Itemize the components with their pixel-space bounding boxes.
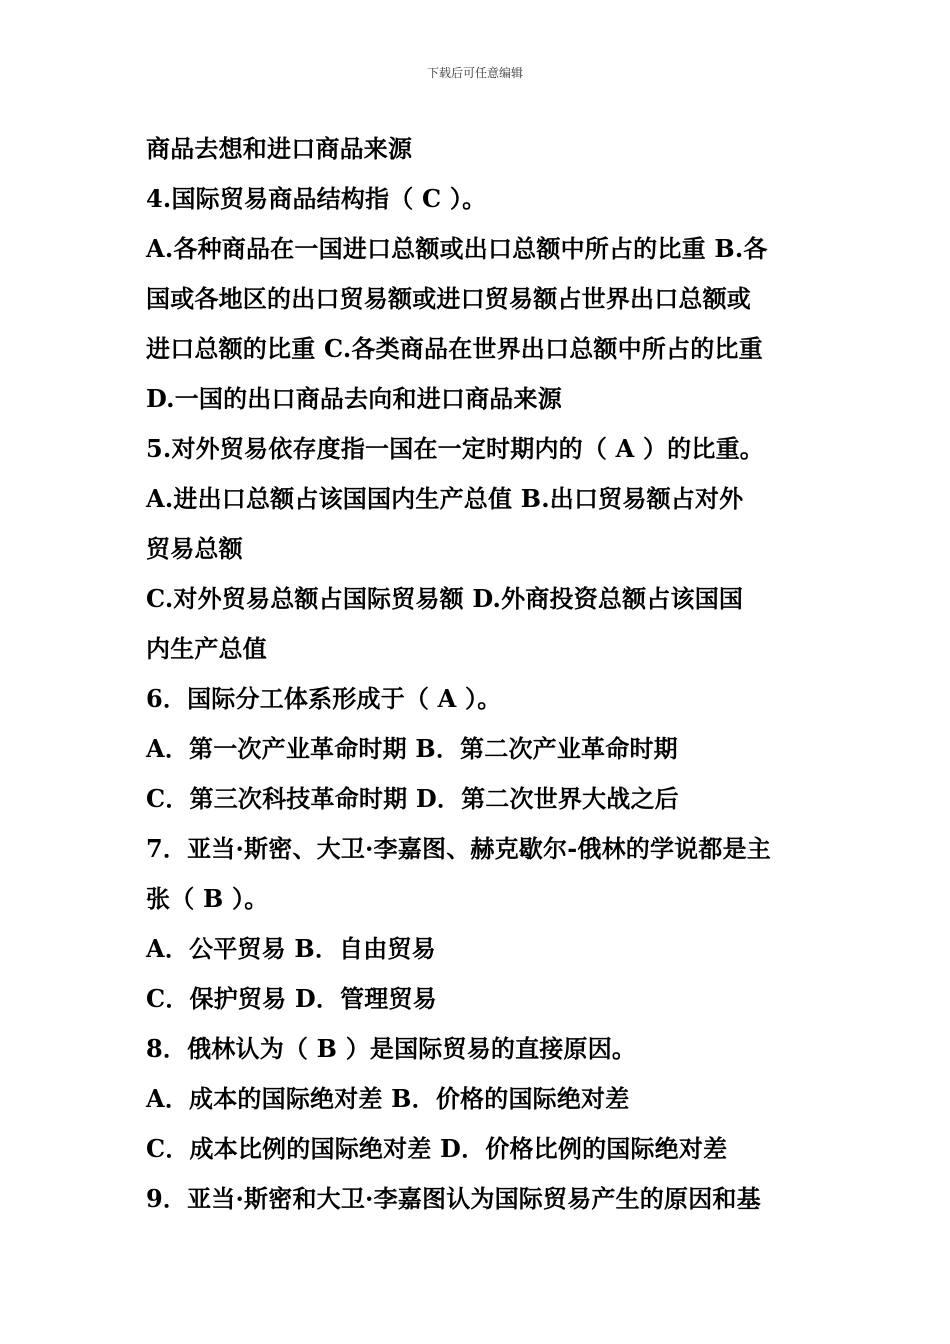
text-line: 内生产总值 bbox=[146, 634, 267, 663]
question-5-line: 5.对外贸易依存度指一国在一定时期内的（ A ）的比重。 bbox=[146, 434, 764, 463]
text-line: 张（ B ）。 bbox=[146, 884, 269, 913]
question-6-line: 6．国际分工体系形成于（ A ）。 bbox=[146, 684, 502, 713]
page-header-note: 下载后可任意编辑 bbox=[426, 66, 523, 80]
question-8-line: 8．俄林认为（ B ）是国际贸易的直接原因。 bbox=[146, 1034, 637, 1063]
text-line: A．第一次产业革命时期 B．第二次产业革命时期 bbox=[146, 734, 678, 763]
question-4-line: 4.国际贸易商品结构指（ C ）。 bbox=[146, 184, 487, 213]
text-line: 进口总额的比重 C.各类商品在世界出口总额中所占的比重 bbox=[146, 334, 763, 363]
text-line: A．公平贸易 B．自由贸易 bbox=[146, 934, 436, 963]
text-line: 贸易总额 bbox=[146, 534, 243, 563]
text-line: D.一国的出口商品去向和进口商品来源 bbox=[146, 384, 562, 413]
text-line: A.各种商品在一国进口总额或出口总额中所占的比重 B.各 bbox=[146, 234, 768, 263]
text-line: 商品去想和进口商品来源 bbox=[146, 134, 413, 163]
text-line: C.对外贸易总额占国际贸易额 D.外商投资总额占该国国 bbox=[146, 584, 744, 613]
question-7-line: 7．亚当·斯密、大卫·李嘉图、赫克歇尔-俄林的学说都是主 bbox=[146, 834, 771, 863]
text-line: C．第三次科技革命时期 D．第二次世界大战之后 bbox=[146, 784, 679, 813]
text-line: 国或各地区的出口贸易额或进口贸易额占世界出口总额或 bbox=[146, 284, 751, 313]
text-line: C．保护贸易 D．管理贸易 bbox=[146, 984, 437, 1013]
question-9-line: 9．亚当·斯密和大卫·李嘉图认为国际贸易产生的原因和基 bbox=[146, 1184, 761, 1213]
document-body bbox=[146, 124, 816, 1224]
text-line: C．成本比例的国际绝对差 D．价格比例的国际绝对差 bbox=[146, 1134, 728, 1163]
text-line: A.进出口总额占该国国内生产总值 B.出口贸易额占对外 bbox=[146, 484, 744, 513]
text-line: A．成本的国际绝对差 B．价格的国际绝对差 bbox=[146, 1084, 630, 1113]
